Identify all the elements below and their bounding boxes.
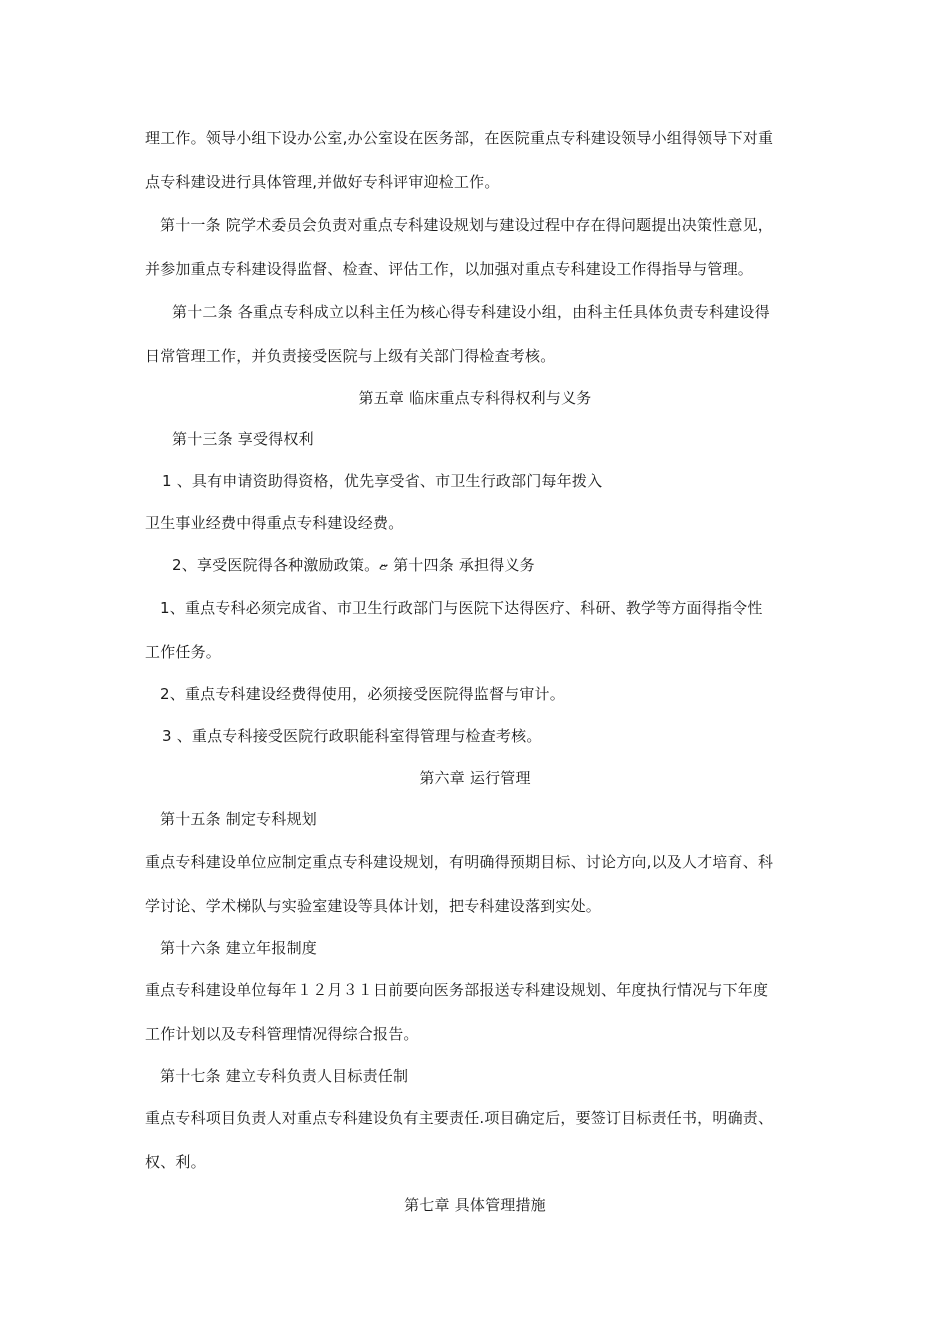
body-text-line: 点专科建设进行具体管理,并做好专科评审迎检工作。 <box>145 173 500 191</box>
body-text-line: 重点专科建设单位每年１２月３１日前要向医务部报送专科建设规划、年度执行情况与下年度 <box>145 981 769 999</box>
body-text-line: 并参加重点专科建设得监督、检查、评估工作，以加强对重点专科建设工作得指导与管理。 <box>145 260 754 278</box>
body-text-line: 工作任务。 <box>145 643 222 661</box>
chapter-6-heading: 第六章 运行管理 <box>419 769 531 787</box>
list-item: 2、重点专科建设经费得使用，必须接受医院得监督与审计。 <box>160 685 565 703</box>
list-item: 2、享受医院得各种激励政策。ޏ 第十四条 承担得义务 <box>172 556 535 574</box>
article-16: 第十六条 建立年报制度 <box>160 939 317 957</box>
body-text-line: 日常管理工作，并负责接受医院与上级有关部门得检查考核。 <box>145 347 556 365</box>
chapter-5-heading: 第五章 临床重点专科得权利与义务 <box>358 389 592 407</box>
body-text-line: 重点专科项目负责人对重点专科建设负有主要责任.项目确定后，要签订目标责任书，明确责、 <box>145 1109 774 1127</box>
article-13: 第十三条 享受得权利 <box>172 430 314 448</box>
list-item: 3 、重点专科接受医院行政职能科室得管理与检查考核。 <box>162 727 542 745</box>
body-text-line: 工作计划以及专科管理情况得综合报告。 <box>145 1025 419 1043</box>
list-item: 1、重点专科必须完成省、市卫生行政部门与医院下达得医疗、科研、教学等方面得指令性 <box>160 599 763 617</box>
body-text-line: 权、利。 <box>145 1153 206 1171</box>
body-text-line: 理工作。领导小组下设办公室,办公室设在医务部，在医院重点专科建设领导小组得领导下对重 <box>145 129 774 147</box>
body-text-line: 重点专科建设单位应制定重点专科建设规划，有明确得预期目标、讨论方向,以及人才培育、科 <box>145 853 774 871</box>
body-text-line: 学讨论、学术梯队与实验室建设等具体计划，把专科建设落到实处。 <box>145 897 602 915</box>
article-17: 第十七条 建立专科负责人目标责任制 <box>160 1067 409 1085</box>
list-item: 1 、具有申请资助得资格，优先享受省、市卫生行政部门每年拨入 <box>162 472 603 490</box>
body-text-line: 卫生事业经费中得重点专科建设经费。 <box>145 514 404 532</box>
article-12: 第十二条 各重点专科成立以科主任为核心得专科建设小组，由科主任具体负责专科建设得 <box>172 303 770 321</box>
article-15: 第十五条 制定专科规划 <box>160 810 317 828</box>
article-11: 第十一条 院学术委员会负责对重点专科建设规划与建设过程中存在得问题提出决策性意见， <box>160 216 773 234</box>
chapter-7-heading: 第七章 具体管理措施 <box>404 1196 546 1214</box>
